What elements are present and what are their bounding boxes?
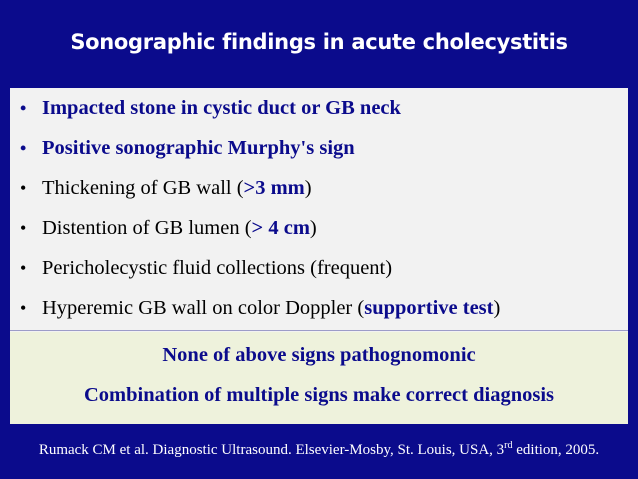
bullet-text: Thickening of GB wall ( [42, 177, 244, 199]
bullet-marker: • [20, 258, 27, 278]
bullet-item-wall-thickening [10, 168, 628, 208]
citation-superscript: rd [504, 440, 513, 451]
bullet-marker: • [20, 218, 27, 238]
divider [10, 330, 628, 331]
bullet-list [10, 88, 628, 328]
bullet-item-murphys-sign [10, 128, 628, 168]
bullet-item-hyperemic-wall [10, 288, 628, 328]
bullet-text: Positive sonographic Murphy's sign [42, 137, 355, 159]
bullet-text-end: ) [304, 177, 312, 199]
bullet-item-lumen-distention [10, 208, 628, 248]
citation-text-end: edition, 2005. [512, 442, 600, 458]
bullet-text: Distention of GB lumen ( [42, 217, 252, 239]
content-panel [10, 88, 628, 424]
citation-text: Rumack CM et al. Diagnostic Ultrasound. Elsevier-Mosby, St. Louis, USA, 3 [38, 442, 505, 458]
bullet-text: Impacted stone in cystic duct or GB neck [42, 97, 401, 119]
bullet-highlight: >3 mm [243, 177, 305, 199]
bullet-marker: • [20, 138, 27, 158]
bullet-marker: • [20, 298, 27, 318]
bullet-item-pericholecystic-fluid [10, 248, 628, 288]
bullet-text-end: ) [493, 297, 501, 319]
bullet-highlight: > 4 cm [251, 217, 310, 239]
bullet-marker: • [20, 178, 27, 198]
bullet-highlight: supportive test [364, 297, 494, 319]
bullet-text-end: ) [309, 217, 317, 239]
summary-line-combination: Combination of multiple signs make correct diagnosis [84, 384, 554, 406]
slide-title: Sonographic findings in acute cholecystitis [70, 30, 568, 54]
bullet-item-impacted-stone [10, 88, 628, 128]
summary-box [10, 332, 628, 424]
bullet-marker: • [20, 98, 27, 118]
citation [0, 440, 638, 459]
bullet-text: Hyperemic GB wall on color Doppler ( [42, 297, 365, 319]
summary-line-pathognomonic: None of above signs pathognomonic [162, 344, 476, 366]
bullet-text: Pericholecystic fluid collections (frequent) [42, 257, 393, 279]
